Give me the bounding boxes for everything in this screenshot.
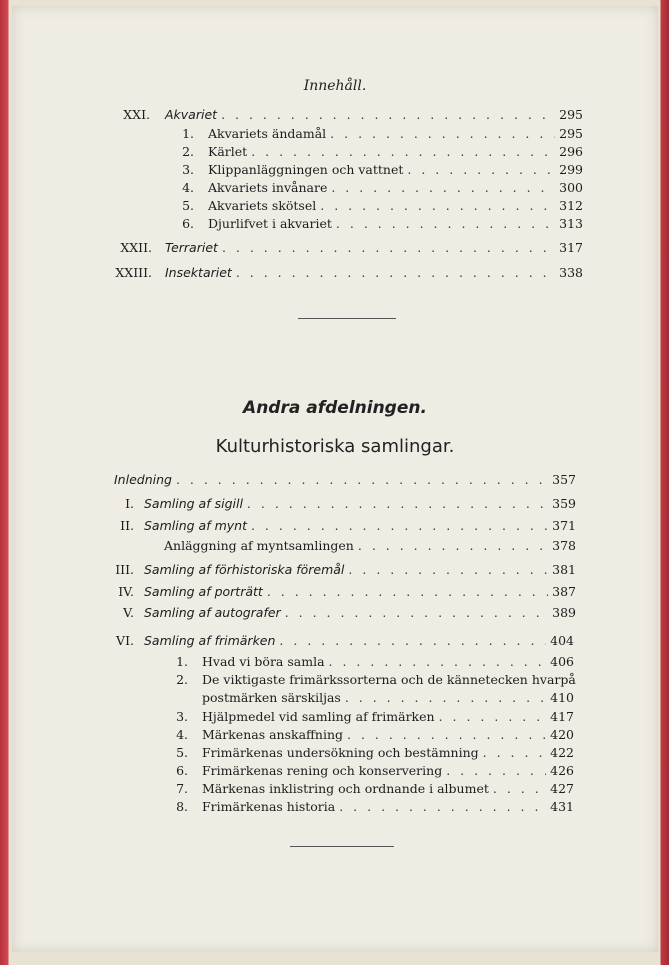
toc-entry[interactable]: Djurlifvet i akvariet . . . 313 <box>208 216 583 231</box>
toc-entry[interactable]: Samling af sigill . . . 359 <box>144 496 576 511</box>
toc-entry[interactable]: Frimärkenas historia . . . 431 <box>202 799 574 814</box>
toc-num: XXII. <box>120 240 152 255</box>
toc-num: 5. <box>176 745 188 760</box>
toc-num: 6. <box>176 763 188 778</box>
toc-entry[interactable]: Samling af autografer . . . 389 <box>144 605 576 620</box>
toc-num: 4. <box>176 727 188 742</box>
divider <box>298 318 396 319</box>
toc-entry[interactable]: Akvariets skötsel . . . 312 <box>208 198 583 213</box>
book-page <box>12 6 658 952</box>
toc-num: VI. <box>116 633 134 648</box>
toc-num: II. <box>120 518 134 533</box>
toc-num: XXIII. <box>115 265 152 280</box>
toc-entry[interactable]: Samling af mynt . . . 371 <box>144 518 576 533</box>
section-heading: Andra afdelningen. <box>243 398 427 418</box>
toc-num: III. <box>115 562 134 577</box>
toc-num: IV. <box>118 584 134 599</box>
toc-entry[interactable]: Hvad vi böra samla . . . 406 <box>202 654 574 669</box>
toc-num: XXI. <box>123 107 150 122</box>
toc-entry[interactable]: Terrariet . . . 317 <box>165 240 583 255</box>
toc-entry[interactable]: Inledning . . . 357 <box>114 472 576 487</box>
toc-entry[interactable]: Märkenas inklistring och ordnande i albumet . . . 427 <box>202 781 574 796</box>
toc-entry[interactable]: Akvariets invånare . . . 300 <box>208 180 583 195</box>
toc-num: 4. <box>182 180 194 195</box>
toc-entry[interactable]: Frimärkenas rening och konservering . . . 426 <box>202 763 574 778</box>
toc-entry[interactable]: Frimärkenas undersökning och bestämning . . . 422 <box>202 745 574 760</box>
toc-entry-wrap[interactable]: De viktigaste frimärkssorterna och de kännetecken hvarpå <box>202 672 576 687</box>
toc-num: 6. <box>182 216 194 231</box>
toc-entry[interactable]: Kärlet . . . 296 <box>208 144 583 159</box>
toc-entry[interactable]: Samling af förhistoriska föremål . . . 381 <box>144 562 576 577</box>
running-head: Innehåll. <box>303 78 367 94</box>
toc-entry[interactable]: Akvariets ändamål . . . 295 <box>208 126 583 141</box>
toc-num: 1. <box>176 654 188 669</box>
toc-num: 7. <box>176 781 188 796</box>
toc-entry[interactable]: Insektariet . . . 338 <box>165 265 583 280</box>
divider <box>290 846 394 847</box>
toc-entry[interactable]: Hjälpmedel vid samling af frimärken . . . 417 <box>202 709 574 724</box>
toc-num: 2. <box>176 672 188 687</box>
toc-num: I. <box>125 496 134 511</box>
toc-entry[interactable]: Märkenas anskaffning . . . 420 <box>202 727 574 742</box>
toc-entry[interactable]: Akvariet . . . 295 <box>165 107 583 122</box>
toc-num: V. <box>123 605 134 620</box>
toc-entry[interactable]: Samling af porträtt . . . 387 <box>144 584 576 599</box>
toc-num: 5. <box>182 198 194 213</box>
toc-num: 3. <box>176 709 188 724</box>
section-subheading: Kulturhistoriska samlingar. <box>215 436 455 457</box>
toc-entry[interactable]: postmärken särskiljas . . . 410 <box>202 690 574 705</box>
toc-num: 1. <box>182 126 194 141</box>
toc-num: 3. <box>182 162 194 177</box>
toc-entry[interactable]: Samling af frimärken . . . 404 <box>144 633 574 648</box>
toc-num: 2. <box>182 144 194 159</box>
toc-entry[interactable]: Anläggning af myntsamlingen . . . 378 <box>164 538 576 553</box>
toc-num: 8. <box>176 799 188 814</box>
toc-entry[interactable]: Klippanläggningen och vattnet . . . 299 <box>208 162 583 177</box>
